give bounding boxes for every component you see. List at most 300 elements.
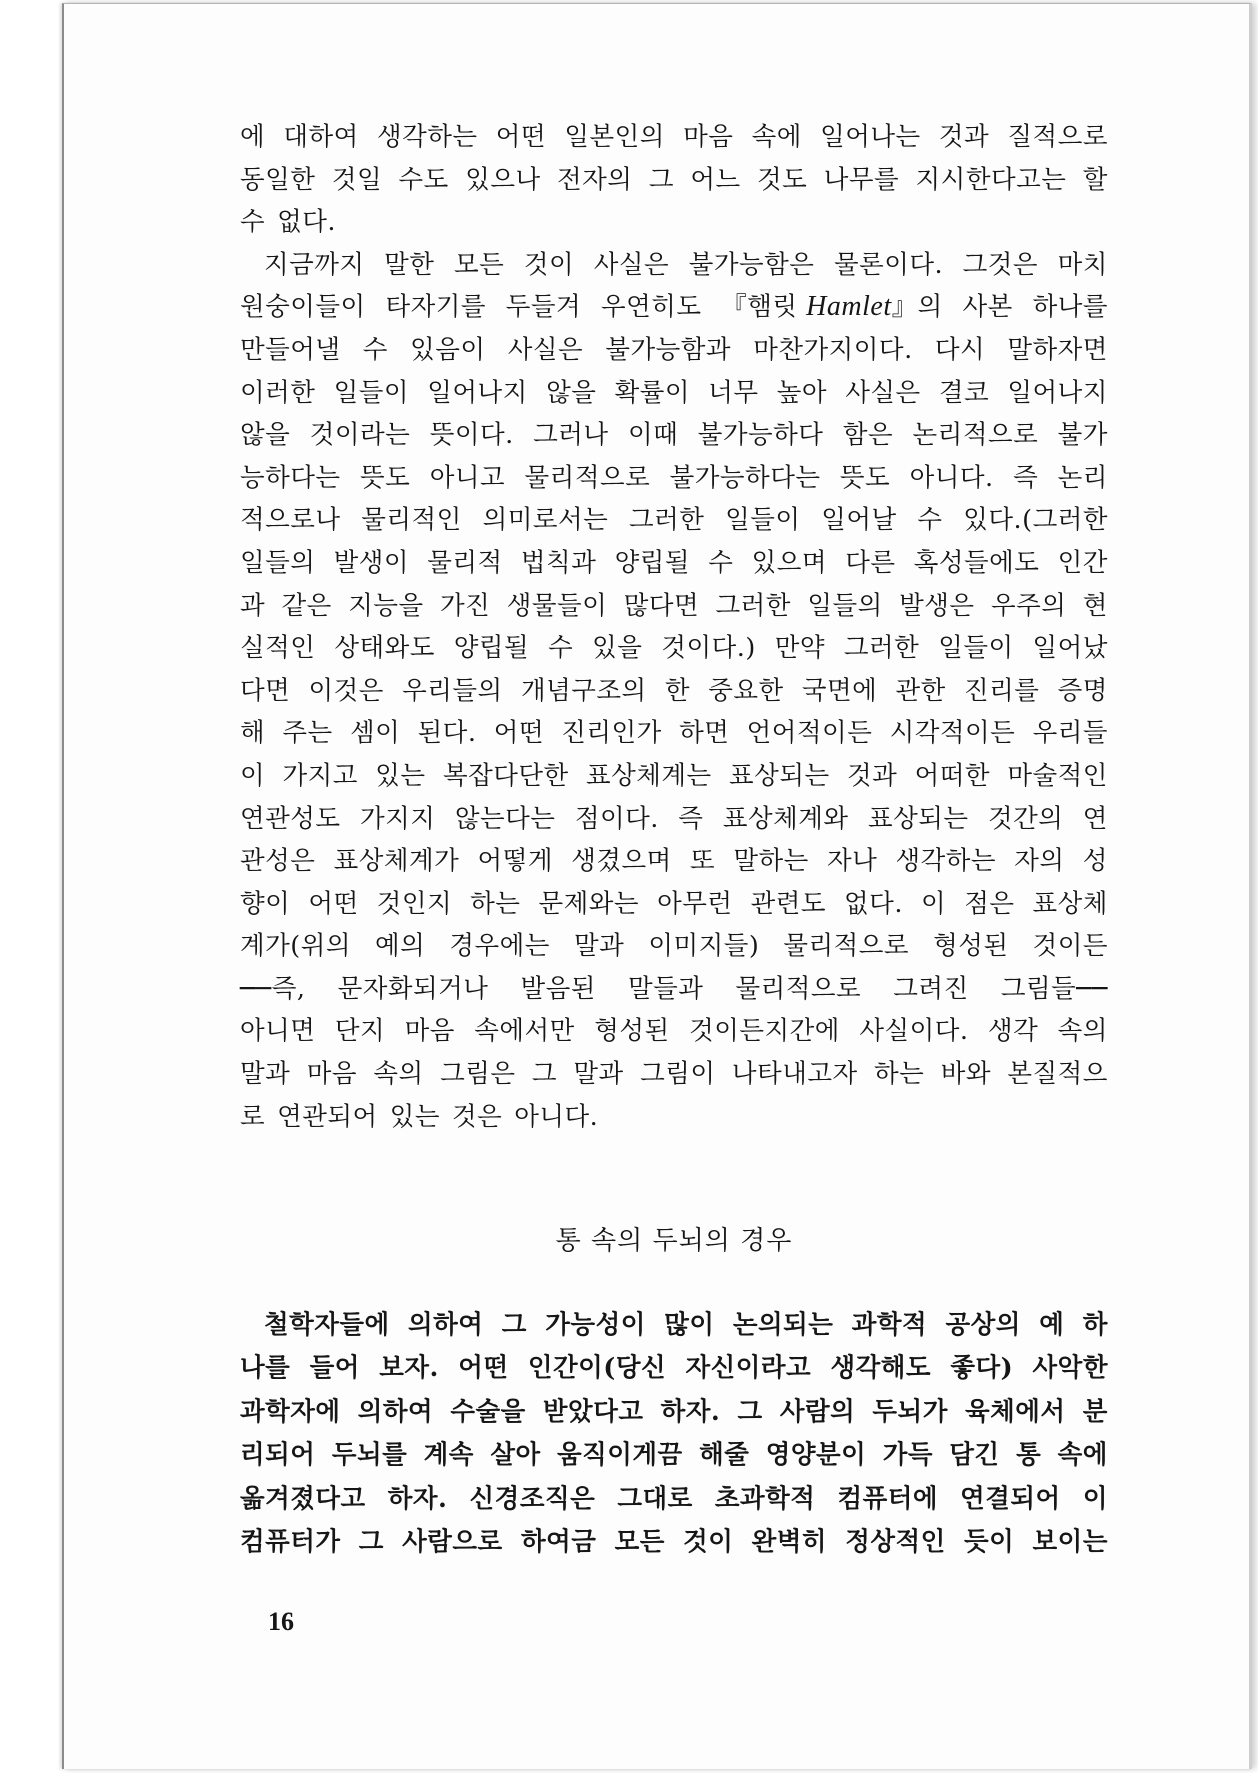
- lower-paragraph: [240, 1305, 1108, 1565]
- word: 어떻게: [477, 846, 553, 877]
- word: 있을: [592, 633, 643, 664]
- word: 사실은: [507, 334, 584, 365]
- word: 이것은: [308, 675, 384, 706]
- word: 있는: [389, 1101, 440, 1132]
- word: 리되어: [240, 1440, 316, 1471]
- word: 상태와도: [334, 633, 435, 664]
- word: 사실은: [845, 377, 921, 408]
- word: 자나: [826, 846, 878, 877]
- word: 마음: [404, 1016, 455, 1047]
- word: 하나를: [1032, 292, 1108, 323]
- word: 표상체계가: [333, 846, 460, 877]
- text-line: [240, 117, 1108, 157]
- text-line: [240, 799, 1108, 839]
- word: 대하여: [283, 122, 359, 152]
- word: 그대로: [617, 1483, 693, 1514]
- word: 질적으로: [1007, 122, 1108, 152]
- word: 자신이라고: [685, 1353, 812, 1384]
- word: 아무런: [657, 888, 733, 919]
- word: 개념구조의: [520, 675, 647, 706]
- word: 바와: [940, 1059, 991, 1090]
- word: 셈이: [349, 718, 401, 749]
- word: 있으며: [751, 547, 827, 578]
- word: 적으로나: [240, 505, 341, 536]
- word: 문제와는: [538, 888, 640, 919]
- word: 가지고: [282, 760, 358, 791]
- word: 또: [689, 846, 716, 877]
- text-line: [240, 926, 1108, 966]
- word: 것이다.): [661, 633, 756, 664]
- word: 많이: [664, 1310, 715, 1340]
- word: 법칙과: [520, 547, 597, 578]
- word: 두들겨: [505, 292, 582, 323]
- word: 가능성이: [545, 1310, 646, 1340]
- word: 않는다는: [454, 803, 556, 834]
- word: 하자.: [387, 1483, 448, 1514]
- word: 담긴: [949, 1440, 1000, 1471]
- word: 불가능함과: [605, 334, 732, 365]
- word: 그: [737, 1396, 763, 1427]
- word: 것일: [331, 164, 383, 195]
- text-line: [240, 628, 1108, 668]
- word: 그: [501, 1310, 527, 1340]
- word: ──즉,: [240, 973, 306, 1004]
- word: 물론이다.: [833, 249, 944, 280]
- text-line: [240, 458, 1108, 498]
- word: 자의: [1014, 846, 1065, 877]
- word: 물리적: [427, 547, 503, 578]
- word: 불가능하다는: [669, 462, 821, 493]
- word: 움직이게끔: [557, 1440, 683, 1471]
- word: 수: [240, 207, 266, 238]
- word: 복잡다단한: [442, 760, 569, 791]
- word: 수: [362, 334, 388, 365]
- word: 마음: [306, 1059, 357, 1090]
- text-line: [240, 543, 1108, 583]
- word: 성: [1082, 846, 1108, 877]
- word: 사람의: [779, 1396, 856, 1427]
- word: 마술적인: [1007, 760, 1108, 791]
- word: 연관성도: [240, 803, 341, 834]
- word: 아니다.: [514, 1101, 599, 1132]
- word: 그것은: [962, 249, 1039, 280]
- word: 우리들: [1032, 718, 1108, 749]
- word: 불가능하다: [697, 420, 824, 451]
- word: 우리들의: [402, 675, 503, 706]
- word: 가진: [440, 590, 491, 621]
- word: 그림들──: [1000, 973, 1108, 1004]
- word: 마치: [1057, 249, 1108, 280]
- word: 어떤: [458, 1353, 509, 1384]
- word: 해줄: [699, 1440, 750, 1471]
- word: 것이: [683, 1526, 734, 1557]
- word: 인간: [1057, 547, 1108, 578]
- word: 확률이: [614, 377, 690, 408]
- word: 살아: [490, 1440, 541, 1471]
- word: 지금까지: [264, 249, 365, 280]
- word: 의하여: [408, 1310, 484, 1340]
- word: 그: [531, 1059, 558, 1090]
- word: 말하자면: [1007, 334, 1108, 365]
- word: 그러나: [533, 420, 609, 451]
- word: 컴퓨터가: [240, 1526, 341, 1557]
- word: 하는: [874, 1059, 925, 1090]
- word: 된다.: [417, 718, 477, 749]
- word: 생각: [987, 1016, 1039, 1047]
- word: 물리적인: [361, 505, 462, 536]
- word: 말과: [240, 1059, 291, 1090]
- word: 않을: [546, 377, 597, 408]
- word: 우연히도: [600, 292, 702, 323]
- word: 듯이: [964, 1526, 1015, 1557]
- word: 않을: [240, 420, 291, 451]
- word: 그러한: [843, 633, 920, 664]
- word: 물리적으로: [524, 462, 651, 493]
- word: 논리: [1057, 462, 1108, 493]
- word: 사실이다.: [859, 1016, 969, 1047]
- word: 의하여: [357, 1396, 434, 1427]
- word: 없다.: [844, 888, 903, 919]
- word: 일어나지: [1007, 377, 1108, 408]
- word: 향이: [240, 888, 291, 919]
- word: 일들이: [333, 377, 410, 408]
- word: 만약: [774, 633, 825, 664]
- word: 증명: [1057, 675, 1108, 706]
- text-line: [240, 1054, 1108, 1094]
- word: 생물들이: [506, 590, 608, 621]
- word: 하자.: [660, 1396, 721, 1427]
- text-line: [240, 1305, 1108, 1345]
- word: 초과학적: [714, 1483, 816, 1514]
- word: 공상의: [945, 1310, 1021, 1340]
- word: 불가능함은: [688, 249, 815, 280]
- word: 의미로서는: [482, 505, 609, 536]
- word: 그려진: [893, 973, 969, 1004]
- word: 마음: [683, 122, 734, 152]
- text-line: [240, 884, 1108, 924]
- text-line: [240, 756, 1108, 796]
- word: 이때: [628, 420, 679, 451]
- word: 함은: [842, 420, 894, 451]
- word: 말들과: [628, 973, 704, 1004]
- word: 사본: [962, 292, 1013, 323]
- word: 에: [240, 122, 266, 152]
- word: 높아: [776, 377, 828, 408]
- word: 모든: [614, 1526, 665, 1557]
- word: 하면: [679, 718, 730, 749]
- word: 우주의: [990, 590, 1067, 621]
- word: 물리적으로: [783, 931, 910, 962]
- word: 그림이: [640, 1059, 716, 1090]
- text-line: [240, 245, 1108, 285]
- word: 혹성들에도: [913, 547, 1040, 578]
- word: 컴퓨터에: [837, 1483, 939, 1514]
- word: 가득: [882, 1440, 933, 1471]
- word: 어떤: [495, 122, 547, 152]
- word: 다시: [934, 334, 986, 365]
- word: 예의: [375, 931, 426, 962]
- word: 언어적이든: [746, 718, 873, 749]
- word: 철학자들에: [264, 1310, 390, 1340]
- text-line: [240, 713, 1108, 753]
- word: 분: [1082, 1396, 1108, 1427]
- word: 말과: [573, 1059, 624, 1090]
- word: 있는: [375, 760, 426, 791]
- word: 다면: [240, 675, 291, 706]
- text-line: [240, 1097, 1108, 1137]
- word: 속에: [1057, 1440, 1108, 1471]
- text-line: [240, 671, 1108, 711]
- word: 많다면: [623, 590, 700, 621]
- word: 과학자에: [240, 1396, 341, 1427]
- word: 타자기를: [385, 292, 486, 323]
- word: 수도: [398, 164, 449, 195]
- word: 즉: [1013, 462, 1039, 493]
- page-number: 16: [268, 1607, 294, 1636]
- text-line: [240, 1348, 1108, 1388]
- word: 가지지: [359, 803, 436, 834]
- word: 그러한: [715, 590, 791, 621]
- word: 정상적인: [845, 1526, 946, 1557]
- word: 육체에서: [965, 1396, 1066, 1427]
- word: 이: [920, 888, 947, 919]
- word: 이: [240, 760, 266, 791]
- word: 국면에: [801, 675, 878, 706]
- word: 현: [1082, 590, 1108, 621]
- text-line: [240, 1522, 1108, 1562]
- text-line: [240, 373, 1108, 413]
- word: 마찬가지이다.: [753, 334, 913, 365]
- word: 논의되는: [732, 1310, 834, 1340]
- word: 영양분이: [765, 1440, 867, 1471]
- text-line: [240, 586, 1108, 626]
- word: 아니고: [429, 462, 506, 493]
- word: 동일한: [240, 164, 316, 195]
- word: 전자의: [557, 164, 633, 195]
- word: 발생은: [899, 590, 975, 621]
- word: 본질적으: [1007, 1059, 1108, 1090]
- word: 좋다): [950, 1353, 1014, 1384]
- word: 사악한: [1032, 1353, 1108, 1384]
- word: 표상체: [1032, 888, 1108, 919]
- word: 같은: [281, 590, 332, 621]
- text-line: [240, 1479, 1108, 1519]
- word: 수술을: [450, 1396, 526, 1427]
- word: 양립될: [614, 547, 690, 578]
- word: 옮겨졌다고: [240, 1483, 366, 1514]
- word: 진리인가: [561, 718, 662, 749]
- word: 점이다.: [574, 803, 659, 834]
- word: 것간의: [987, 803, 1064, 834]
- section-title: 통 속의 두뇌의 경우: [555, 1226, 793, 1256]
- word: 생각하는: [377, 122, 478, 152]
- text-line: [240, 202, 1108, 242]
- word: 보자.: [379, 1353, 439, 1384]
- word: 것과: [846, 760, 898, 791]
- word: 뜻도: [359, 462, 411, 493]
- text-line: [240, 1011, 1108, 1051]
- upper-paragraphs: [240, 117, 1108, 1139]
- word: 것이든: [1032, 931, 1108, 962]
- word: 표상체계는: [586, 760, 712, 791]
- word: 그: [358, 1526, 384, 1557]
- word: 일어날: [821, 505, 897, 536]
- word: 관한: [895, 675, 946, 706]
- word: 할: [1082, 164, 1108, 195]
- word: 일들의: [240, 547, 316, 578]
- text-line: [240, 969, 1108, 1009]
- word: 해: [240, 718, 266, 749]
- word: 나타내고자: [731, 1059, 858, 1090]
- word: 진리를: [964, 675, 1040, 706]
- word: 들어: [309, 1353, 360, 1384]
- word: 생각하는: [895, 846, 997, 877]
- word: 계가(위의: [240, 931, 351, 962]
- text-line: [240, 500, 1108, 540]
- word: 주는: [282, 718, 333, 749]
- word: 일들이: [938, 633, 1014, 664]
- word: 그림은: [440, 1059, 516, 1090]
- word: 두뇌가: [872, 1396, 948, 1427]
- word: 모든: [453, 249, 505, 280]
- word: 말한: [384, 249, 435, 280]
- word: 통: [1016, 1440, 1042, 1471]
- word: 계속: [423, 1440, 474, 1471]
- word: 연: [1082, 803, 1108, 834]
- word: 것인지: [376, 888, 453, 919]
- word: 것과: [938, 122, 990, 152]
- word: 원숭이들이: [240, 292, 366, 323]
- word: 있다.(그러한: [963, 505, 1108, 536]
- word: 받았다고: [542, 1396, 644, 1427]
- word: 없다.: [277, 207, 337, 238]
- word: 말과: [574, 931, 625, 962]
- word: 형성된: [594, 1016, 670, 1047]
- word: 다른: [845, 547, 896, 578]
- word: 속에서만: [474, 1016, 575, 1047]
- word: 단지: [334, 1016, 386, 1047]
- word: 문자화되거나: [337, 973, 489, 1004]
- word: 생겼으며: [571, 846, 672, 877]
- word: 이: [1082, 1483, 1108, 1514]
- word: 일어났: [1032, 633, 1108, 664]
- word: 표상체계와: [722, 803, 849, 834]
- word: 이미지들): [648, 931, 760, 962]
- text-line: [240, 1435, 1108, 1475]
- word: 인간이(당신: [527, 1353, 667, 1384]
- word: 논리적으로: [912, 420, 1039, 451]
- word: 불가: [1057, 420, 1108, 451]
- word: 두뇌를: [331, 1440, 408, 1471]
- word: 그러한: [628, 505, 705, 536]
- word: 어떤: [493, 718, 544, 749]
- word: 연관되어: [277, 1101, 378, 1132]
- word: 수: [917, 505, 943, 536]
- word: 중요한: [708, 675, 784, 706]
- word: 일어나는: [820, 122, 921, 152]
- word: 연결되어: [960, 1483, 1061, 1514]
- word: 실적인: [240, 633, 316, 664]
- word: 로: [240, 1101, 266, 1132]
- word: 그: [648, 164, 674, 195]
- word: 하는: [470, 888, 521, 919]
- word: 말하는: [733, 846, 809, 877]
- word: 수: [708, 547, 734, 578]
- word: 것이라는: [309, 420, 411, 451]
- text-line: [240, 1392, 1108, 1432]
- word: 속에: [751, 122, 802, 152]
- word: 과학적: [851, 1310, 928, 1340]
- word: 점은: [964, 888, 1015, 919]
- word: 과: [240, 590, 266, 621]
- word: 발생이: [333, 547, 410, 578]
- word: 완벽히: [751, 1526, 828, 1557]
- word: 시각적이든: [889, 718, 1016, 749]
- text-line: [240, 287, 1108, 327]
- word: 일들의: [807, 590, 883, 621]
- word: 것이: [523, 249, 575, 280]
- word: 어느: [690, 164, 741, 195]
- word: 표상되는: [729, 760, 830, 791]
- word: 결코: [938, 377, 990, 408]
- word: 이러한: [240, 377, 316, 408]
- word: 발음된: [520, 973, 596, 1004]
- word: 수: [548, 633, 574, 664]
- text-line: [240, 841, 1108, 881]
- word: 『햄릿 Hamlet』의: [721, 291, 943, 323]
- word: 아니다.: [909, 462, 994, 493]
- word: 관련도: [750, 888, 826, 919]
- word: 뜻도: [839, 462, 891, 493]
- word: 일본인의: [564, 122, 665, 152]
- word: 생각해도: [830, 1353, 932, 1384]
- word: 경우에는: [449, 931, 550, 962]
- word: 것이든지간에: [689, 1016, 840, 1047]
- text-line: [240, 330, 1108, 370]
- word: 만들어낼: [240, 334, 341, 365]
- word: 지능을: [348, 590, 424, 621]
- word: 나를: [240, 1353, 291, 1384]
- word: 있으나: [465, 164, 541, 195]
- word: 속의: [373, 1059, 424, 1090]
- word: 것은: [451, 1101, 503, 1132]
- word: 어떤: [308, 888, 359, 919]
- word: 일들이: [725, 505, 801, 536]
- text-line: [240, 160, 1108, 200]
- word: 양립될: [453, 633, 530, 664]
- word: 뜻이다.: [429, 420, 514, 451]
- word: 아니면: [240, 1016, 316, 1047]
- word: 관성은: [240, 846, 316, 877]
- word: 표상되는: [867, 803, 969, 834]
- word: 일어나지: [427, 377, 528, 408]
- word: 신경조직은: [469, 1483, 596, 1514]
- word: 있음이: [410, 334, 486, 365]
- text-line: [240, 415, 1108, 455]
- word: 나무를: [823, 164, 900, 195]
- word: 지시한다고는: [915, 164, 1067, 195]
- word: 능하다는: [240, 462, 341, 493]
- word: 어떠한: [914, 760, 991, 791]
- word: 하: [1082, 1310, 1108, 1340]
- word: 것도: [757, 164, 808, 195]
- word: 예: [1039, 1310, 1065, 1340]
- word: 속의: [1057, 1016, 1108, 1047]
- word: 하여금: [520, 1526, 597, 1557]
- word: 사실은: [593, 249, 670, 280]
- word: 사람으로: [402, 1526, 503, 1557]
- word: 즉: [678, 803, 704, 834]
